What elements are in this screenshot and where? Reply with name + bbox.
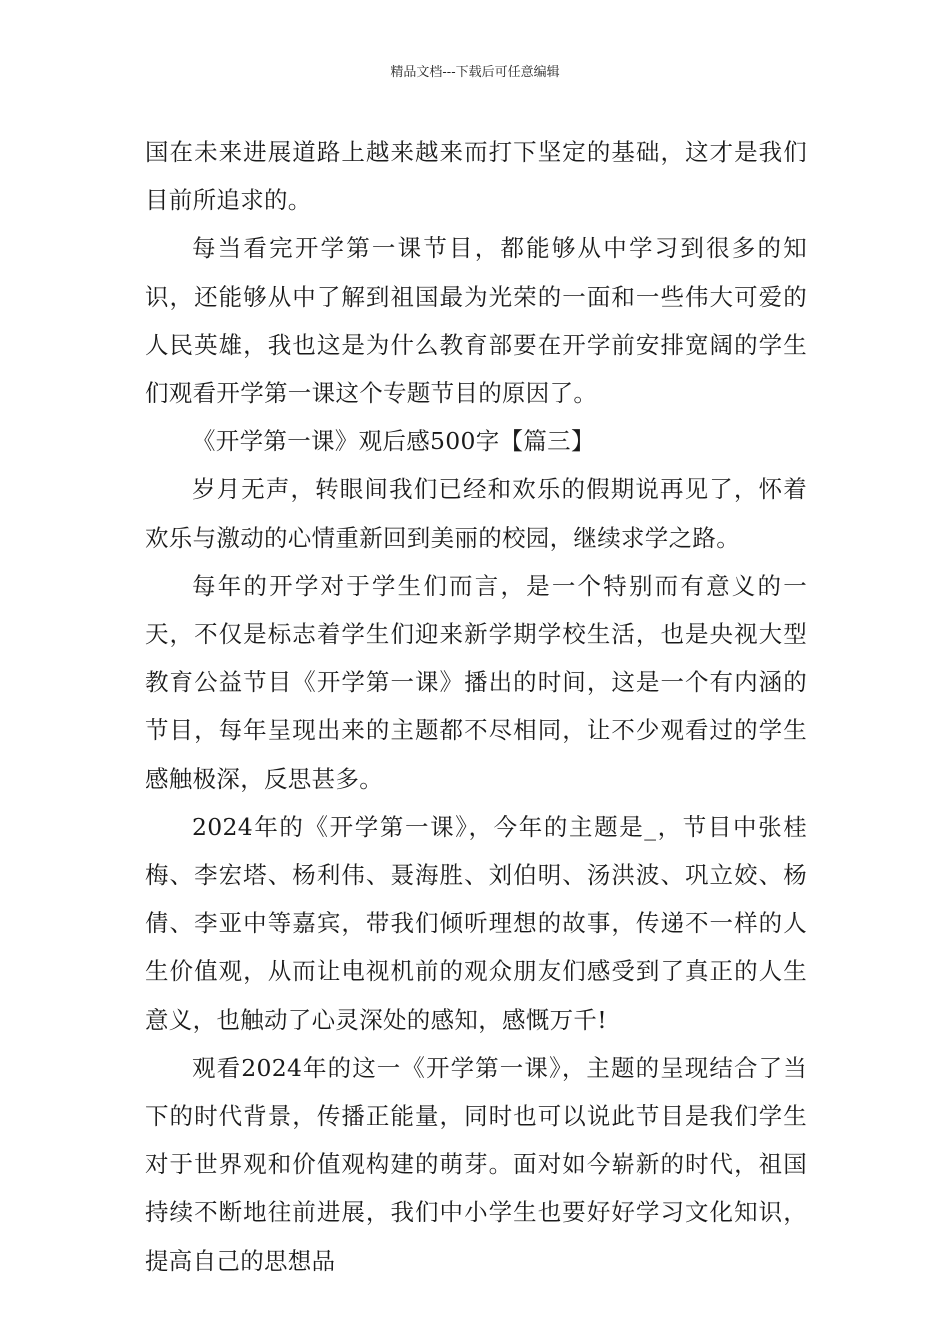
paragraph-3: 岁月无声，转眼间我们已经和欢乐的假期说再见了，怀着欢乐与激动的心情重新回到美丽的校园，继续求学之路。	[145, 475, 807, 552]
paragraph-4: 每年的开学对于学生们而言，是一个特别而有意义的一天，不仅是标志着学生们迎来新学期学校生活，也是央视大型教育公益节目《开学第一课》播出的时间，这是一个有内涵的节目，每年呈现出来的主题都不尽相同，让不少观看过的学生感触极深，反思甚多。	[145, 571, 807, 793]
paragraph-2: 每当看完开学第一课节目，都能够从中学习到很多的知识，还能够从中了解到祖国最为光荣的一面和一些伟大可爱的人民英雄，我也这是为什么教育部要在开学前安排宽阔的学生们观看开学第一课这个专题节目的原因了。	[145, 234, 807, 408]
paragraph-5: 2024年的《开学第一课》，今年的主题是_，节目中张桂梅、李宏塔、杨利伟、聂海胜、刘伯明、汤洪波、巩立姣、杨倩、李亚中等嘉宾，带我们倾听理想的故事，传递不一样的人生价值观，从而让电视机前的观众朋友们感受到了真正的人生意义，也触动了心灵深处的感知，感慨万千!	[145, 812, 807, 1034]
paragraph-6: 观看2024年的这一《开学第一课》，主题的呈现结合了当下的时代背景，传播正能量，同时也可以说此节目是我们学生对于世界观和价值观构建的萌芽。面对如今崭新的时代，祖国持续不断地往前进展，我们中小学生也要好好学习文化知识，提高自己的思想品	[145, 1053, 807, 1275]
section-heading: 《开学第一课》观后感500字【篇三】	[192, 427, 595, 456]
document-body	[145, 128, 807, 1285]
page-header: 精品文档---下载后可任意编辑	[390, 65, 560, 80]
paragraph-1: 国在未来进展道路上越来越来而打下坚定的基础，这才是我们目前所追求的。	[145, 138, 807, 215]
